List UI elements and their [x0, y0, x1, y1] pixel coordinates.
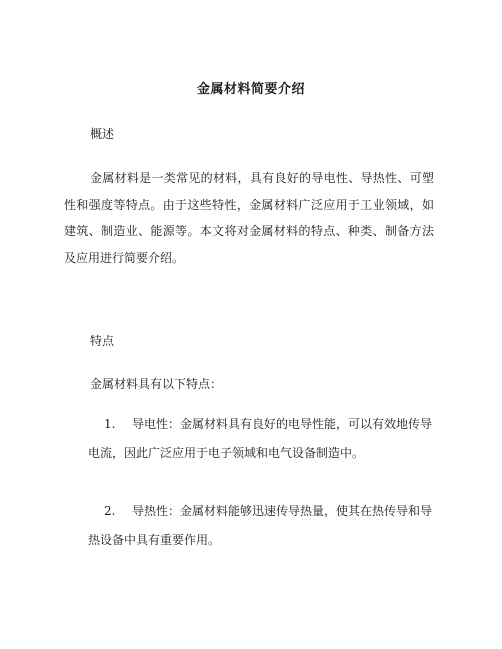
section-heading-features: 特点: [90, 334, 115, 348]
list-item-text: 导电性：金属材料具有良好的电导性能，可以有效地传导电流，因此广泛应用于电子领域和电气设备制造中。: [88, 417, 433, 460]
section-heading-overview: 概述: [90, 127, 115, 141]
document-title: 金属材料简要介绍: [196, 82, 305, 97]
list-item: [88, 410, 434, 468]
list-item: [88, 497, 434, 555]
features-intro: 金属材料具有以下特点：: [90, 377, 223, 391]
list-item-text: 导热性：金属材料能够迅速传导热量，使其在热传导和导热设备中具有重要作用。: [88, 504, 433, 547]
overview-paragraph: 金属材料是一类常见的材料，具有良好的导电性、导热性、可塑性和强度等特点。由于这些特性，金属材料广泛应用于工业领域，如建筑、制造业、能源等。本文将对金属材料的特点、种类、制备方法及应用进行简要介绍。: [64, 171, 434, 265]
list-item-number: 1.: [104, 417, 116, 431]
list-item-number: 2.: [104, 504, 116, 518]
